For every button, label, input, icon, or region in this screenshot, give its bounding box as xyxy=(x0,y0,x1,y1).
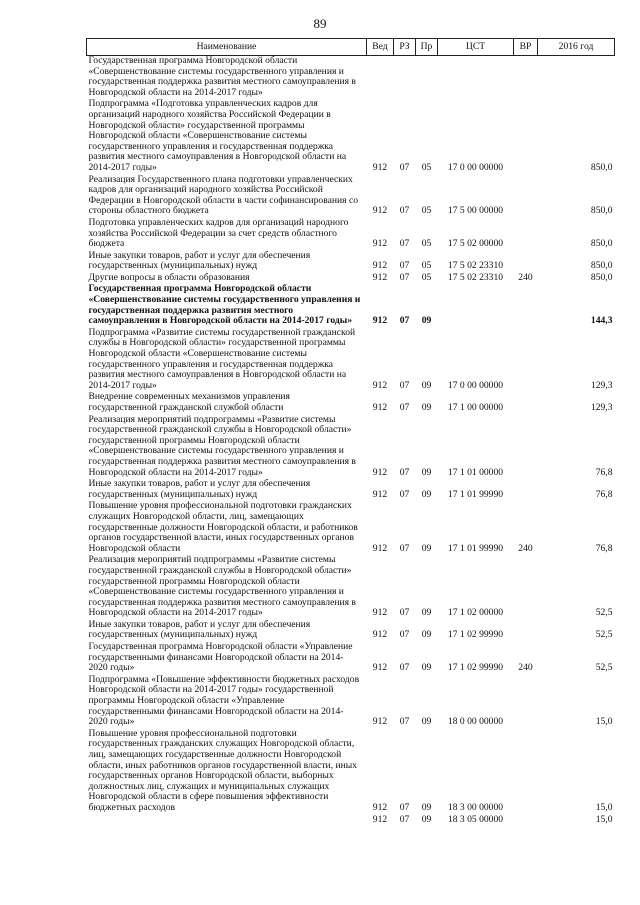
table-header-row xyxy=(87,39,615,56)
table-row xyxy=(87,56,615,100)
cell-sum: 144,3 xyxy=(590,315,613,327)
cell-cst xyxy=(438,56,514,100)
cell-name: Иные закупки товаров, работ и услуг для обеспечения государственных (муниципальных) нужд xyxy=(88,478,311,500)
cell-ved: 912 xyxy=(372,379,388,391)
cell-vr xyxy=(514,415,538,480)
cell-cst xyxy=(438,284,514,327)
cell-vr: 240 xyxy=(518,662,533,674)
cell-name: Подпрограмма «Повышение эффективности бюджетных расходов Новгородской области на 2014-2017 годы» государственной программы Новгородской области «Управление государственными финансами Новгородской области на 2014-2020 годы» xyxy=(88,673,360,728)
cell-ved: 912 xyxy=(372,161,388,173)
cell-vr xyxy=(514,392,538,414)
cell-rz: 07 xyxy=(399,271,410,283)
cell-ved xyxy=(367,56,394,100)
table-row xyxy=(87,620,615,642)
cell-rz: 07 xyxy=(399,315,410,327)
cell-ved: 912 xyxy=(372,662,388,674)
cell-name: Государственная программа Новгородской области «Совершенствование системы государственного управления и государственная поддержка развития местного самоуправления в Новгородской области на 2014-2017 годы» xyxy=(88,283,361,327)
cell-rz: 07 xyxy=(399,379,410,391)
cell-cst: 17 1 01 00000 xyxy=(447,466,504,478)
cell-pr: 05 xyxy=(421,161,432,173)
cell-pr: 09 xyxy=(421,662,432,674)
table-row xyxy=(87,175,615,218)
table-row xyxy=(87,99,615,174)
cell-pr: 09 xyxy=(421,607,432,619)
cell-pr: 09 xyxy=(421,716,432,728)
cell-rz: 07 xyxy=(399,629,410,641)
cell-name: Реализация мероприятий подпрограммы «Развитие системы государственной гражданской службы в Новгородской области» государственной программы Новгородской области «Совершенствование системы государственного управления и государственная поддержка развития местного самоуправления в Новгородской области на 2014-2017 годы» xyxy=(88,554,356,619)
cell-ved: 912 xyxy=(372,607,388,619)
cell-name: Иные закупки товаров, работ и услуг для обеспечения государственных (муниципальных) нужд xyxy=(88,249,311,272)
table-row xyxy=(87,815,615,827)
cell-cst: 17 1 00 00000 xyxy=(447,402,504,413)
header-name: Наименование xyxy=(87,39,367,56)
table-row xyxy=(87,218,615,251)
cell-name: Государственная программа Новгородской области «Управление государственными финансами Новгородской области на 2014-2020 годы» xyxy=(88,641,353,674)
cell-rz: 07 xyxy=(399,238,410,250)
cell-rz: 07 xyxy=(399,260,410,272)
table-row xyxy=(87,555,615,620)
table-row xyxy=(87,675,615,729)
cell-vr xyxy=(514,218,538,251)
cell-ved: 912 xyxy=(372,542,388,554)
cell-rz: 07 xyxy=(399,607,410,619)
cell-sum: 15,0 xyxy=(595,801,613,813)
cell-pr: 09 xyxy=(421,315,432,327)
cell-sum: 850,0 xyxy=(590,271,613,283)
cell-cst: 18 3 05 00000 xyxy=(447,813,504,825)
cell-sum: 850,0 xyxy=(590,205,613,217)
cell-pr xyxy=(416,56,438,100)
cell-sum: 52,5 xyxy=(595,607,613,619)
cell-sum: 52,5 xyxy=(595,662,613,674)
cell-sum: 129,3 xyxy=(590,402,613,413)
cell-cst: 17 0 00 00000 xyxy=(447,161,504,173)
cell-name: Государственная программа Новгородской области «Совершенствование системы государственного управления и государственная поддержка развития местного самоуправления в Новгородской области на 2014-2017 годы» xyxy=(88,55,356,98)
cell-cst: 17 1 02 99990 xyxy=(447,662,504,674)
cell-cst: 18 3 00 00000 xyxy=(447,801,504,813)
cell-ved: 912 xyxy=(372,260,388,272)
cell-ved: 912 xyxy=(372,629,388,641)
cell-sum: 15,0 xyxy=(595,716,613,728)
cell-sum: 76,8 xyxy=(595,542,613,554)
cell-rz: 07 xyxy=(399,466,410,478)
cell-vr: 240 xyxy=(518,271,533,283)
cell-sum: 129,3 xyxy=(590,379,613,391)
cell-pr: 09 xyxy=(421,488,432,500)
cell-cst: 17 5 02 23310 xyxy=(447,260,504,272)
cell-ved: 912 xyxy=(372,238,388,250)
cell-vr xyxy=(514,99,538,174)
header-year: 2016 год xyxy=(538,39,615,56)
table-body xyxy=(87,56,615,827)
cell-name: Подпрограмма «Подготовка управленческих кадров для организаций народного хозяйства Российской Федерации в Новгородской области» государственной программы Новгородской области «Совершенствование системы государственного управления и государственная поддержка развития местного самоуправления в Новгородской области на 2014-2017 годы» xyxy=(88,98,347,173)
cell-vr xyxy=(514,251,538,273)
cell-cst: 17 1 02 99990 xyxy=(447,629,504,641)
cell-ved: 912 xyxy=(372,488,388,500)
cell-cst: 18 0 00 00000 xyxy=(447,716,504,728)
cell-vr: 240 xyxy=(518,542,533,554)
cell-sum: 76,8 xyxy=(595,466,613,478)
cell-vr xyxy=(514,620,538,642)
header-pr: Пр xyxy=(416,39,438,56)
table-row xyxy=(87,251,615,273)
cell-sum: 850,0 xyxy=(590,161,613,173)
cell-sum: 52,5 xyxy=(595,629,613,641)
cell-cst: 17 1 01 99990 xyxy=(447,488,504,500)
cell-vr xyxy=(514,675,538,729)
budget-table xyxy=(86,38,615,826)
cell-cst: 17 1 02 00000 xyxy=(447,607,504,619)
cell-pr: 09 xyxy=(421,466,432,478)
cell-name xyxy=(87,815,367,827)
cell-vr xyxy=(514,729,538,815)
cell-vr xyxy=(514,479,538,501)
cell-ved: 912 xyxy=(372,402,388,413)
table-row xyxy=(87,501,615,555)
cell-sum: 850,0 xyxy=(590,238,613,250)
header-rz: РЗ xyxy=(394,39,416,56)
cell-vr xyxy=(514,56,538,100)
table-row xyxy=(87,415,615,480)
cell-vr xyxy=(514,815,538,827)
cell-cst: 17 5 02 00000 xyxy=(447,238,504,250)
cell-name: Повышение уровня профессиональной подготовки государственных гражданских служащих Новгородской области, лиц, замещающих государственные должности Новгородской области, иных работников органов государственной власти, иных государственных органов Новгородской области, выборных должностных лиц, служащих и муниципальных служащих Новгородской области в сфере повышения эффективности бюджетных расходов xyxy=(88,727,358,813)
table-row xyxy=(87,284,615,327)
table-row xyxy=(87,642,615,675)
table-row xyxy=(87,479,615,501)
cell-name: Иные закупки товаров, работ и услуг для обеспечения государственных (муниципальных) нужд xyxy=(88,618,311,641)
cell-name: Реализация мероприятий подпрограммы «Развитие системы государственной гражданской службы в Новгородской области» государственной программы Новгородской области «Совершенствование системы государственного управления и государственная поддержка развития местного самоуправления в Новгородской области на 2014-2017 годы» xyxy=(88,413,356,478)
cell-sum: 15,0 xyxy=(595,813,613,825)
cell-vr xyxy=(514,284,538,327)
cell-vr xyxy=(514,555,538,620)
cell-cst: 17 0 00 00000 xyxy=(447,379,504,391)
cell-ved: 912 xyxy=(372,271,388,283)
cell-ved: 912 xyxy=(372,315,388,327)
cell-sum: 76,8 xyxy=(595,488,613,500)
cell-rz: 07 xyxy=(399,488,410,500)
cell-pr: 09 xyxy=(421,402,432,413)
cell-ved: 912 xyxy=(372,205,388,217)
header-vr: ВР xyxy=(514,39,538,56)
cell-pr: 05 xyxy=(421,260,432,272)
cell-rz: 07 xyxy=(399,205,410,217)
cell-name: Другие вопросы в области образования xyxy=(88,271,250,283)
cell-name: Внедрение современных механизмов управления государственной гражданской службой области xyxy=(88,391,290,413)
cell-pr: 05 xyxy=(421,238,432,250)
cell-pr: 09 xyxy=(421,542,432,554)
cell-rz xyxy=(394,56,416,100)
cell-pr: 09 xyxy=(421,801,432,813)
cell-vr xyxy=(514,328,538,393)
cell-rz: 07 xyxy=(399,813,410,825)
header-ved: Вед xyxy=(367,39,394,56)
cell-pr: 09 xyxy=(421,813,432,825)
cell-vr xyxy=(514,175,538,218)
cell-rz: 07 xyxy=(399,161,410,173)
cell-cst: 17 5 02 23310 xyxy=(447,271,504,283)
cell-name: Подпрограмма «Развитие системы государственной гражданской службы в Новгородской области» государственной программы Новгородской области «Совершенствование системы государственного управления и государственная поддержка развития местного самоуправления в Новгородской области на 2014-2017 годы» xyxy=(88,326,356,391)
cell-ved: 912 xyxy=(372,813,388,825)
cell-sum: 850,0 xyxy=(590,260,613,272)
cell-rz: 07 xyxy=(399,801,410,813)
cell-pr: 05 xyxy=(421,271,432,283)
table-row xyxy=(87,392,615,414)
cell-name: Реализация Государственного плана подготовки управленческих кадров для организаций народного хозяйства Российской Федерации в Новгородской области в части софинансирования со стороны областного бюджета xyxy=(88,173,359,217)
table-row xyxy=(87,328,615,393)
cell-ved: 912 xyxy=(372,801,388,813)
cell-ved: 912 xyxy=(372,466,388,478)
cell-cst: 17 1 01 99990 xyxy=(447,542,504,554)
cell-ved: 912 xyxy=(372,716,388,728)
cell-rz: 07 xyxy=(399,716,410,728)
cell-cst: 17 5 00 00000 xyxy=(447,205,504,217)
cell-rz: 07 xyxy=(399,402,410,413)
cell-rz: 07 xyxy=(399,542,410,554)
cell-name: Повышение уровня профессиональной подготовки гражданских служащих Новгородской области, лиц, замещающих государственные должности Новгородской области, и работников органов государственной власти, иных государственных органов Новгородской области xyxy=(88,500,358,554)
cell-pr: 09 xyxy=(421,629,432,641)
cell-pr: 05 xyxy=(421,205,432,217)
cell-rz: 07 xyxy=(399,662,410,674)
cell-name: Подготовка управленческих кадров для организаций народного хозяйства Российской Федерации за счет средств областного бюджета xyxy=(88,216,349,250)
table-row xyxy=(87,729,615,815)
cell-sum xyxy=(538,56,615,100)
header-cst: ЦСТ xyxy=(438,39,514,56)
page-number: 89 xyxy=(313,16,327,31)
cell-pr: 09 xyxy=(421,379,432,391)
